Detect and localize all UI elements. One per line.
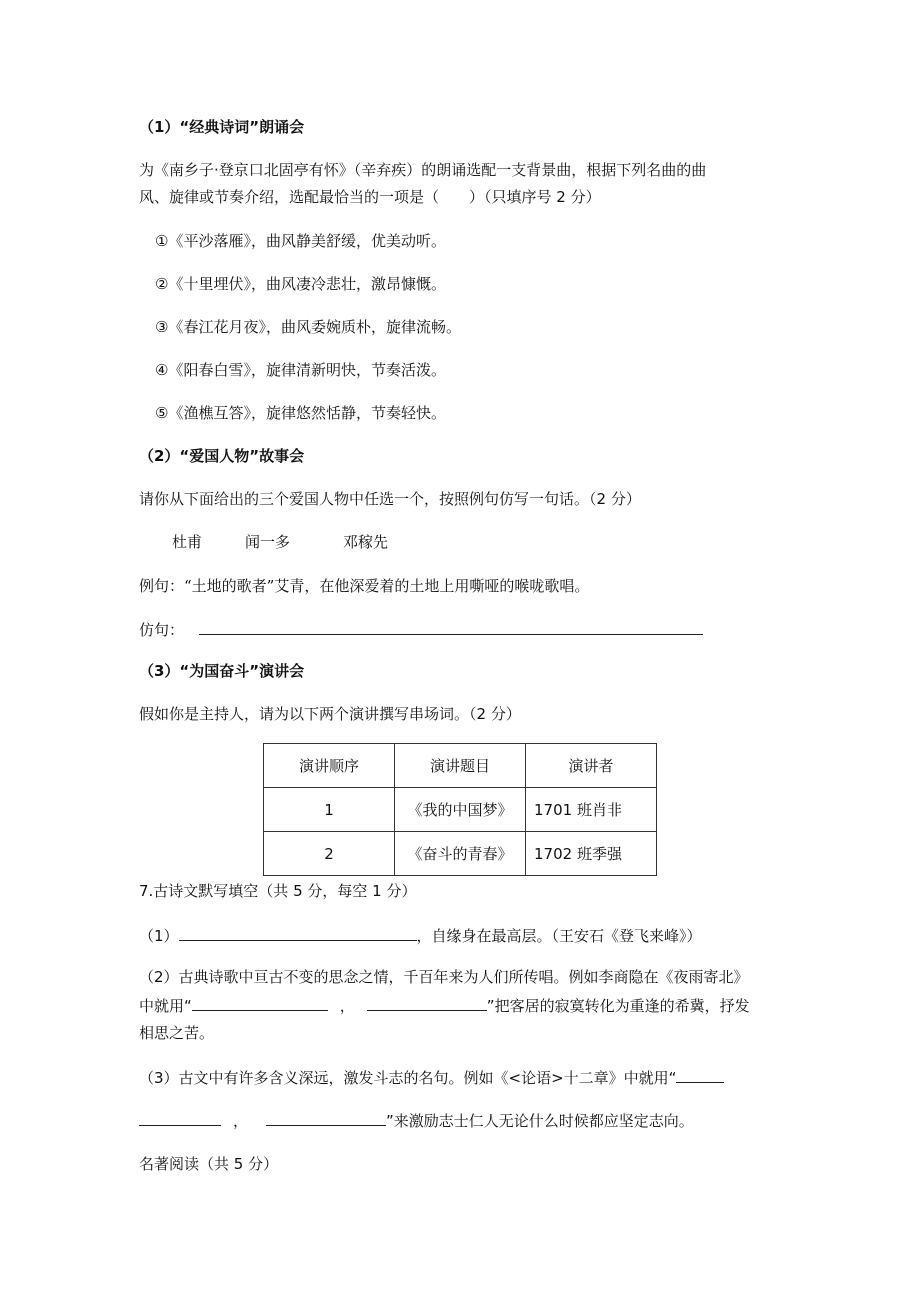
section1-question-line1: 为《南乡子·登京口北固亭有怀》（辛弃疾）的朗诵选配一支背景曲，根据下列名曲的曲 [139,161,707,179]
q7-p2-comma: ， [339,997,355,1015]
section2-heading: （2）“爱国人物”故事会 [139,447,305,465]
section3-heading: （3）“为国奋斗”演讲会 [139,662,305,680]
imitate-answer-blank[interactable] [199,618,703,635]
q7-p3-line2 [139,1109,694,1132]
q7-p1 [139,924,702,947]
cell-title: 《我的中国梦》 [395,788,526,832]
q7-p3-blank1b[interactable] [139,1109,221,1126]
header-title: 演讲题目 [395,744,526,788]
patriot-name-dengjiaxian: 邓稼先 [343,533,389,551]
option-1: ①《平沙落雁》，曲风静美舒缓，优美动听。 [155,232,446,250]
cell-order: 1 [264,788,395,832]
q7-p3-text: （3）古文中有许多含义深远，激发斗志的名句。例如《<论语>十二章》中就用“ [139,1069,677,1087]
speech-table [263,743,657,876]
q7-p2-line3: 相思之苦。 [139,1024,215,1042]
header-order: 演讲顺序 [264,744,395,788]
q7-p2-line1: （2）古典诗歌中亘古不变的思念之情，千百年来为人们所传唱。例如李商隐在《夜雨寄北》 [139,968,749,986]
option-2: ②《十里埋伏》，曲风凄冷悲壮，激昂慷慨。 [155,275,446,293]
header-speaker: 演讲者 [526,744,657,788]
table-header-row [264,744,657,788]
section1-heading: （1）“经典诗词”朗诵会 [139,118,305,136]
q7-p3-suffix: ”来激励志士仁人无论什么时候都应坚定志向。 [386,1112,694,1130]
q8-title: 名著阅读（共 5 分） [139,1155,279,1173]
q7-p3-line1 [139,1066,724,1089]
q7-p3-blank2[interactable] [266,1109,386,1126]
patriot-name-dufu: 杜甫 [172,533,203,551]
cell-speaker: 1701 班肖非 [526,788,657,832]
q7-p3-comma: ， [233,1112,249,1130]
q7-p1-prefix: （1） [139,927,179,945]
q7-p2-line2 [139,994,750,1017]
imitate-label: 仿句： [139,621,185,639]
imitate-row [139,618,703,641]
section3-instruction: 假如你是主持人，请为以下两个演讲撰写串场词。（2 分） [139,705,521,723]
cell-order: 2 [264,832,395,876]
q7-p2-blank2[interactable] [367,994,487,1011]
option-4: ④《阳春白雪》，旋律清新明快，节奏活泼。 [155,361,446,379]
patriot-name-wenyiduo: 闻一多 [245,533,291,551]
table-row [264,832,657,876]
section1-question-line2: 风、旋律或节奏介绍，选配最恰当的一项是（ ）（只填序号 2 分） [139,188,601,206]
option-3: ③《春江花月夜》，曲风委婉质朴，旋律流畅。 [155,318,461,336]
q7-p2-prefix: 中就用“ [139,997,192,1015]
table-row [264,788,657,832]
q7-p1-blank[interactable] [179,924,417,941]
q7-title: 7.古诗文默写填空（共 5 分，每空 1 分） [139,882,417,900]
q7-p2-blank1[interactable] [192,994,328,1011]
q7-p3-blank1a[interactable] [676,1066,724,1083]
example-sentence: 例句：“土地的歌者”艾青，在他深爱着的土地上用嘶哑的喉咙歌唱。 [139,577,590,595]
q7-p2-suffix: ”把客居的寂寞转化为重逢的希冀，抒发 [486,997,750,1015]
cell-speaker: 1702 班季强 [526,832,657,876]
option-5: ⑤《渔樵互答》，旋律悠然恬静，节奏轻快。 [155,404,446,422]
section2-instruction: 请你从下面给出的三个爱国人物中任选一个，按照例句仿写一句话。（2 分） [139,490,641,508]
cell-title: 《奋斗的青春》 [395,832,526,876]
q7-p1-suffix: ，自缘身在最高层。（王安石《登飞来峰》） [416,927,702,945]
